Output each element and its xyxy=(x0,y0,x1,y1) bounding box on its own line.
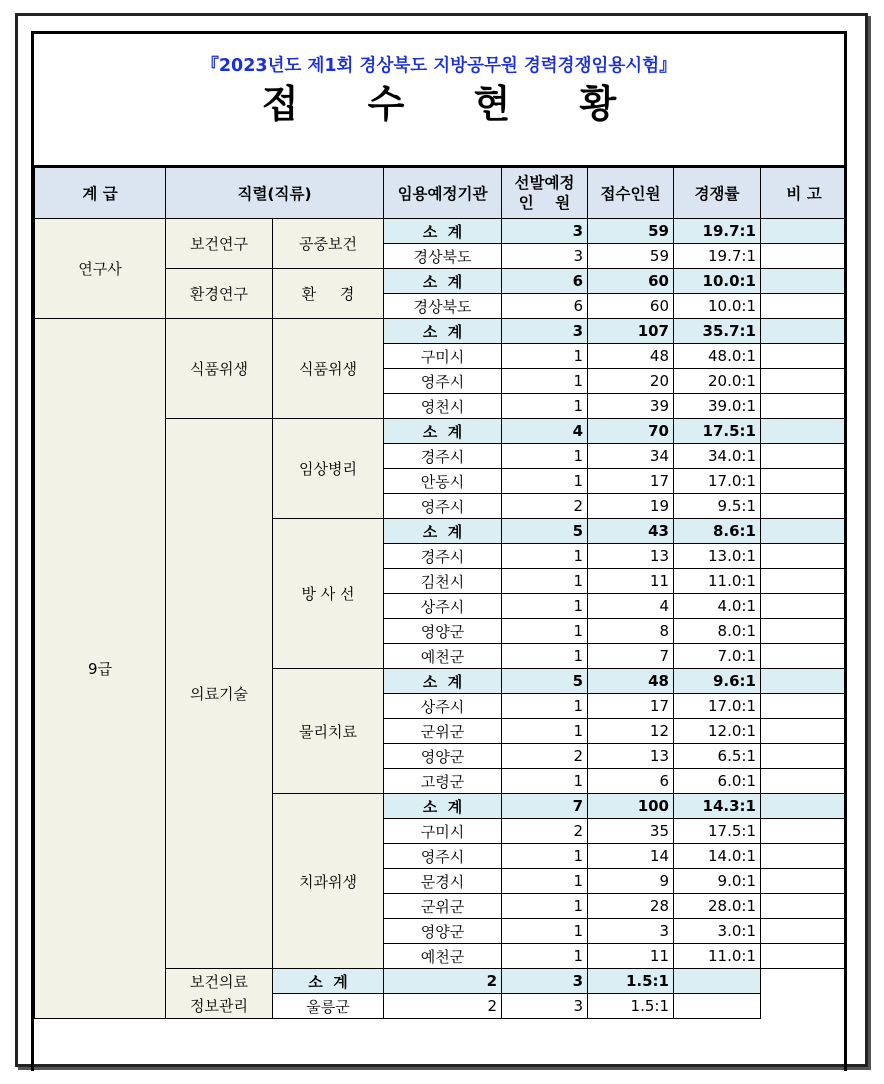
grade-cell: 9급 xyxy=(35,319,166,1019)
applicants-cell: 13 xyxy=(588,544,674,569)
quota-cell: 1 xyxy=(502,944,588,969)
remark-cell xyxy=(761,319,848,344)
quota-cell: 3 xyxy=(502,219,588,244)
quota-cell: 2 xyxy=(384,969,502,994)
job-class-cell: 방 사 선 xyxy=(273,519,384,669)
remark-cell xyxy=(761,744,848,769)
applicants-cell: 17 xyxy=(588,694,674,719)
agency-cell: 소 계 xyxy=(384,669,502,694)
applicants-cell: 100 xyxy=(588,794,674,819)
applicants-cell: 13 xyxy=(588,744,674,769)
agency-cell: 영주시 xyxy=(384,369,502,394)
quota-cell: 7 xyxy=(502,794,588,819)
remark-cell xyxy=(761,619,848,644)
quota-cell: 1 xyxy=(502,869,588,894)
agency-cell: 경주시 xyxy=(384,444,502,469)
agency-cell: 상주시 xyxy=(384,594,502,619)
agency-cell: 경주시 xyxy=(384,544,502,569)
ratio-cell: 19.7:1 xyxy=(674,219,761,244)
applicants-cell: 34 xyxy=(588,444,674,469)
remark-cell xyxy=(761,869,848,894)
agency-cell: 소 계 xyxy=(384,319,502,344)
col-quota-line1: 선발예정 xyxy=(514,174,575,192)
exam-subtitle: 『2023년도 제1회 경상북도 지방공무원 경력경쟁임용시험』 xyxy=(201,56,677,76)
remark-cell xyxy=(761,644,848,669)
agency-cell: 영주시 xyxy=(384,494,502,519)
ratio-cell: 7.0:1 xyxy=(674,644,761,669)
agency-cell: 경상북도 xyxy=(384,244,502,269)
quota-cell: 4 xyxy=(502,419,588,444)
quota-cell: 1 xyxy=(502,894,588,919)
applicants-cell: 12 xyxy=(588,719,674,744)
remark-cell xyxy=(761,694,848,719)
ratio-cell: 34.0:1 xyxy=(674,444,761,469)
ratio-cell: 17.5:1 xyxy=(674,419,761,444)
agency-cell: 예천군 xyxy=(384,644,502,669)
applicants-cell: 60 xyxy=(588,269,674,294)
remark-cell xyxy=(761,419,848,444)
applicants-cell: 20 xyxy=(588,369,674,394)
quota-cell: 1 xyxy=(502,394,588,419)
quota-cell: 1 xyxy=(502,344,588,369)
applicants-cell: 3 xyxy=(502,969,588,994)
applicants-cell: 11 xyxy=(588,569,674,594)
quota-cell: 5 xyxy=(502,519,588,544)
ratio-cell: 17.5:1 xyxy=(674,819,761,844)
ratio-cell: 14.0:1 xyxy=(674,844,761,869)
agency-cell: 안동시 xyxy=(384,469,502,494)
remark-cell xyxy=(761,294,848,319)
ratio-cell: 8.6:1 xyxy=(674,519,761,544)
applicants-cell: 17 xyxy=(588,469,674,494)
applicants-cell: 9 xyxy=(588,869,674,894)
applicants-cell: 7 xyxy=(588,644,674,669)
ratio-cell: 12.0:1 xyxy=(674,719,761,744)
col-quota xyxy=(502,168,588,219)
agency-cell: 소 계 xyxy=(384,269,502,294)
agency-cell: 소 계 xyxy=(384,519,502,544)
remark-cell xyxy=(761,819,848,844)
ratio-cell: 9.0:1 xyxy=(674,869,761,894)
ratio-cell: 1.5:1 xyxy=(588,994,674,1019)
remark-cell xyxy=(761,794,848,819)
agency-cell: 영천시 xyxy=(384,394,502,419)
agency-cell: 영주시 xyxy=(384,844,502,869)
quota-cell: 3 xyxy=(502,244,588,269)
col-ratio: 경쟁률 xyxy=(674,168,761,219)
agency-cell: 군위군 xyxy=(384,894,502,919)
quota-cell: 1 xyxy=(502,544,588,569)
applicants-cell: 4 xyxy=(588,594,674,619)
applicants-cell: 48 xyxy=(588,669,674,694)
subtotal-row xyxy=(35,219,848,244)
agency-cell: 군위군 xyxy=(384,719,502,744)
quota-cell: 2 xyxy=(502,494,588,519)
remark-cell xyxy=(761,569,848,594)
agency-cell: 경상북도 xyxy=(384,294,502,319)
quota-cell: 1 xyxy=(502,719,588,744)
applications-table xyxy=(34,167,847,1019)
remark-cell xyxy=(761,519,848,544)
grade-cell: 연구사 xyxy=(35,219,166,319)
col-remark: 비 고 xyxy=(761,168,848,219)
ratio-cell: 11.0:1 xyxy=(674,944,761,969)
remark-cell xyxy=(761,469,848,494)
remark-cell xyxy=(761,769,848,794)
remark-cell xyxy=(761,544,848,569)
table-body xyxy=(35,219,848,1019)
ratio-cell: 6.0:1 xyxy=(674,769,761,794)
quota-cell: 1 xyxy=(502,594,588,619)
col-grade: 계 급 xyxy=(35,168,166,219)
quota-cell: 1 xyxy=(502,369,588,394)
remark-cell xyxy=(761,844,848,869)
applicants-cell: 3 xyxy=(588,919,674,944)
applicants-cell: 59 xyxy=(588,244,674,269)
ratio-cell: 28.0:1 xyxy=(674,894,761,919)
quota-cell: 1 xyxy=(502,569,588,594)
applicants-cell: 35 xyxy=(588,819,674,844)
applicants-cell: 11 xyxy=(588,944,674,969)
remark-cell xyxy=(761,894,848,919)
remark-cell xyxy=(761,719,848,744)
remark-cell xyxy=(761,594,848,619)
col-applicants: 접수인원 xyxy=(588,168,674,219)
quota-cell: 1 xyxy=(502,694,588,719)
applicants-cell: 60 xyxy=(588,294,674,319)
agency-cell: 예천군 xyxy=(384,944,502,969)
document-header xyxy=(34,34,844,167)
job-series-cell: 환경연구 xyxy=(166,269,273,319)
quota-cell: 1 xyxy=(502,769,588,794)
ratio-cell: 6.5:1 xyxy=(674,744,761,769)
ratio-cell: 4.0:1 xyxy=(674,594,761,619)
ratio-cell: 17.0:1 xyxy=(674,694,761,719)
applicants-cell: 39 xyxy=(588,394,674,419)
agency-cell: 소 계 xyxy=(384,219,502,244)
remark-cell xyxy=(761,269,848,294)
remark-cell xyxy=(761,919,848,944)
table-header-row xyxy=(35,168,848,219)
job-class-cell: 물리치료 xyxy=(273,669,384,794)
remark-cell xyxy=(761,369,848,394)
quota-cell: 1 xyxy=(502,919,588,944)
agency-cell: 울릉군 xyxy=(273,994,384,1019)
ratio-cell: 8.0:1 xyxy=(674,619,761,644)
remark-cell xyxy=(761,444,848,469)
applicants-cell: 8 xyxy=(588,619,674,644)
agency-cell: 구미시 xyxy=(384,819,502,844)
applicants-cell: 3 xyxy=(502,994,588,1019)
applicants-cell: 107 xyxy=(588,319,674,344)
ratio-cell: 9.5:1 xyxy=(674,494,761,519)
job-class-line1: 보건의료 xyxy=(190,972,248,991)
agency-cell: 영양군 xyxy=(384,619,502,644)
quota-cell: 2 xyxy=(502,819,588,844)
job-series-cell: 식품위생 xyxy=(166,319,273,419)
page-title: 접 수 현 황 xyxy=(261,82,645,126)
job-class-line2: 정보관리 xyxy=(190,996,248,1015)
agency-cell: 소 계 xyxy=(384,419,502,444)
col-agency: 임용예정기관 xyxy=(384,168,502,219)
ratio-cell: 10.0:1 xyxy=(674,294,761,319)
agency-cell: 소 계 xyxy=(273,969,384,994)
agency-cell: 영양군 xyxy=(384,919,502,944)
applicants-cell: 59 xyxy=(588,219,674,244)
applicants-cell: 43 xyxy=(588,519,674,544)
quota-cell: 3 xyxy=(502,319,588,344)
ratio-cell: 20.0:1 xyxy=(674,369,761,394)
quota-cell: 1 xyxy=(502,644,588,669)
agency-cell: 문경시 xyxy=(384,869,502,894)
ratio-cell: 39.0:1 xyxy=(674,394,761,419)
job-series-cell: 의료기술 xyxy=(166,419,273,969)
ratio-cell: 9.6:1 xyxy=(674,669,761,694)
agency-cell: 구미시 xyxy=(384,344,502,369)
remark-cell xyxy=(761,344,848,369)
ratio-cell: 3.0:1 xyxy=(674,919,761,944)
job-class-cell: 공중보건 xyxy=(273,219,384,269)
quota-cell: 5 xyxy=(502,669,588,694)
job-class-cell xyxy=(166,969,273,1019)
remark-cell xyxy=(761,219,848,244)
job-class-cell: 임상병리 xyxy=(273,419,384,519)
ratio-cell: 1.5:1 xyxy=(588,969,674,994)
quota-cell: 6 xyxy=(502,269,588,294)
col-quota-line2: 인 원 xyxy=(518,194,571,212)
subtotal-row xyxy=(35,319,848,344)
agency-cell: 상주시 xyxy=(384,694,502,719)
remark-cell xyxy=(761,244,848,269)
quota-cell: 1 xyxy=(502,444,588,469)
quota-cell: 6 xyxy=(502,294,588,319)
ratio-cell: 13.0:1 xyxy=(674,544,761,569)
ratio-cell: 17.0:1 xyxy=(674,469,761,494)
ratio-cell: 11.0:1 xyxy=(674,569,761,594)
ratio-cell: 48.0:1 xyxy=(674,344,761,369)
ratio-cell: 10.0:1 xyxy=(674,269,761,294)
applicants-cell: 70 xyxy=(588,419,674,444)
agency-cell: 고령군 xyxy=(384,769,502,794)
agency-cell: 소 계 xyxy=(384,794,502,819)
ratio-cell: 35.7:1 xyxy=(674,319,761,344)
agency-cell: 김천시 xyxy=(384,569,502,594)
quota-cell: 2 xyxy=(502,744,588,769)
remark-cell xyxy=(761,944,848,969)
quota-cell: 2 xyxy=(384,994,502,1019)
job-class-cell: 환 경 xyxy=(273,269,384,319)
agency-cell: 영양군 xyxy=(384,744,502,769)
quota-cell: 1 xyxy=(502,469,588,494)
job-class-cell: 식품위생 xyxy=(273,319,384,419)
applicants-cell: 6 xyxy=(588,769,674,794)
remark-cell xyxy=(761,669,848,694)
remark-cell xyxy=(674,969,761,994)
applicants-cell: 48 xyxy=(588,344,674,369)
applicants-cell: 19 xyxy=(588,494,674,519)
quota-cell: 1 xyxy=(502,619,588,644)
document-sheet xyxy=(31,31,847,1071)
quota-cell: 1 xyxy=(502,844,588,869)
job-series-cell: 보건연구 xyxy=(166,219,273,269)
applicants-cell: 14 xyxy=(588,844,674,869)
remark-cell xyxy=(761,494,848,519)
remark-cell xyxy=(674,994,761,1019)
job-class-cell: 치과위생 xyxy=(273,794,384,969)
remark-cell xyxy=(761,394,848,419)
ratio-cell: 19.7:1 xyxy=(674,244,761,269)
applicants-cell: 28 xyxy=(588,894,674,919)
ratio-cell: 14.3:1 xyxy=(674,794,761,819)
col-series: 직렬(직류) xyxy=(166,168,384,219)
